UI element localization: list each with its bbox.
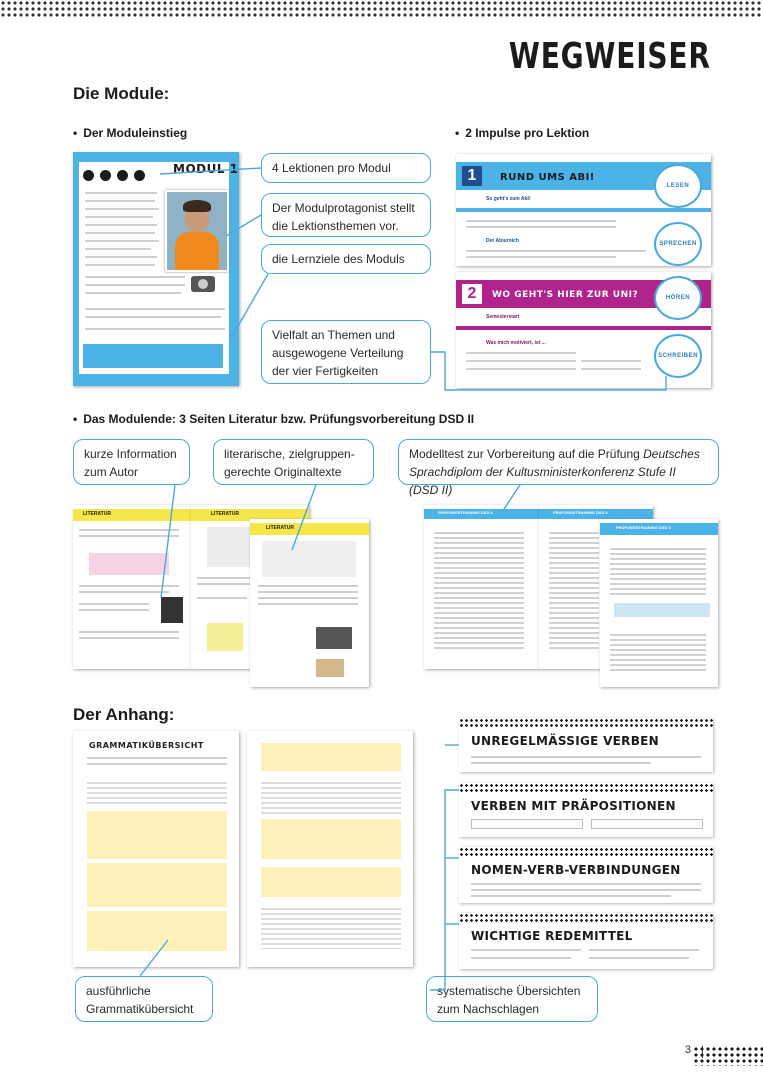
lesson2-b: Was mich motiviert, ist ... (486, 340, 546, 346)
grammatik-page-1: GRAMMATIKÜBERSICHT (73, 731, 239, 967)
skill-badge-sprechen: SPRECHEN (654, 222, 702, 266)
literatur-page-2: LITERATUR (191, 505, 309, 669)
lesson1-subtitle: So geht's zum Abi! (486, 196, 531, 202)
lesson2-title: WO GEHT'S HIER ZUR UNI? (492, 290, 639, 300)
lesson2-subtitle: Semesterstart (486, 314, 520, 320)
subheading-moduleinstieg: • Der Moduleinstieg (73, 126, 187, 140)
callout-modelltest: Modelltest zur Vorbereitung auf die Prüfung Deutsches Sprachdiplom der Kultusministerkonferenz Stufe II (DSD II) (398, 439, 719, 485)
callout-vielfalt: Vielfalt an Themen und ausgewogene Verteilung der vier Fertigkeiten (261, 320, 431, 384)
subheading-impulse: • 2 Impulse pro Lektion (455, 126, 589, 140)
callout-lektionen: 4 Lektionen pro Modul (261, 153, 431, 183)
modul-title: MODUL 1 (173, 162, 239, 176)
module-intro-thumbnail (73, 152, 239, 386)
lesson1-b: Der Abiurnich (486, 238, 519, 244)
subheading-modulende: • Das Modulende: 3 Seiten Literatur bzw. Prüfungsvorbereitung DSD II (73, 412, 474, 426)
pruefung-page-2: PRÜFUNGSTRAINING DSD II (539, 505, 653, 669)
strip-verben-praepositionen: VERBEN MIT PRÄPOSITIONEN (459, 783, 713, 837)
callout-lernziele: die Lernziele des Moduls (261, 244, 431, 274)
lesson1-number: 1 (462, 166, 482, 186)
callout-protagonist: Der Modulprotagonist stellt die Lektionsthemen vor. (261, 193, 431, 237)
strip-nomen-verb: NOMEN-VERB-VERBINDUNGEN (459, 847, 713, 903)
checker-border-top (0, 0, 763, 18)
author-portrait (161, 597, 183, 623)
page-number-separator (702, 1046, 703, 1058)
section-heading-anhang: Der Anhang: (73, 705, 175, 724)
lesson1-title: RUND UMS ABI! (500, 172, 595, 183)
callout-uebersichten: systematische Übersichten zum Nachschlagen (426, 976, 598, 1022)
protagonist-photo (165, 190, 229, 272)
page-number: 3 (684, 1044, 691, 1056)
lesson-number-row (83, 170, 163, 182)
skill-badge-schreiben: SCHREIBEN (654, 334, 702, 378)
page-title: WEGWEISER (509, 36, 711, 77)
skill-badge-lesen: LESEN (654, 164, 702, 208)
skill-badge-hoeren: HÖREN (654, 276, 702, 320)
lesson2-number: 2 (462, 284, 482, 304)
pruefung-page-3: PRÜFUNGSTRAINING DSD II (600, 519, 718, 687)
strip-redemittel: WICHTIGE REDEMITTEL (459, 913, 713, 969)
literatur-page-1: LITERATUR (73, 505, 191, 669)
strip-unregelmaessige-verben: UNREGELMÄSSIGE VERBEN (459, 718, 713, 772)
callout-autor: kurze Information zum Autor (73, 439, 190, 485)
pruefung-page-1: PRÜFUNGSTRAINING DSD II (424, 505, 539, 669)
callout-grammatik: ausführliche Grammatikübersicht (75, 976, 213, 1022)
literatur-page-3: LITERATUR (250, 519, 369, 687)
checker-border-bottom (693, 1046, 763, 1066)
camera-icon (191, 276, 215, 292)
callout-originaltexte: literarische, zielgruppen-gerechte Originaltexte (213, 439, 374, 485)
section-heading-module: Die Module: (73, 84, 170, 103)
grammatik-page-2 (247, 731, 413, 967)
